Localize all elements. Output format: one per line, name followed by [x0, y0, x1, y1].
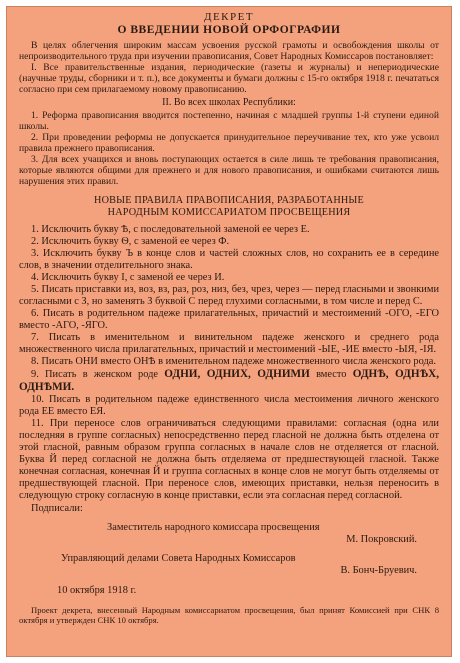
rule-1: 1. Исключить букву Ѣ, с последовательной заменой ее через Е. [31, 223, 310, 235]
preamble-paragraph: В целях облегчения широким массам усвоения русской грамоты и освобождения школы от непроизводительного труда при изучении правописания, Совет Народных Комиссаров постановляет: [19, 40, 439, 63]
rule-4: 4. Исключить букву І, с заменой ее через И. [31, 271, 225, 283]
signed-label: Подписали: [31, 502, 83, 514]
rule-9 [19, 368, 439, 394]
rule-11: 11. При переносе слов ограничиваться следующими правилами: согласная (одна или последняя в группе согласных) непосредственно перед гласной не должна быть отделена от этой гласной, равным образом группа согласных в начале слов не отделяется от гласной. Буква Й перед согласной не должна быть отделяема от предшествующей гласной. Также конечная согласная, конечная Й и группа согласных в конце слов не могут быть отделяемы от предшествующей гласной. При переносе слов, имеющих приставки, нельзя переносить в следующую строку согласную в конце приставки, если эта согласная перед согласной. [19, 417, 439, 501]
signature-1-role: Заместитель народного комиссара просвещения [107, 521, 320, 533]
document-title: ДЕКРЕТ [203, 11, 255, 23]
section-two-item-3: 3. Для всех учащихся и вновь поступающих остается в силе лишь те требования правописания, которые являются общими для прежнего и для нового правописания, и ошибками считаются лишь нарушения этих правил. [19, 153, 439, 187]
signature-2-name: В. Бонч-Бруевич. [340, 564, 417, 576]
document-subtitle: О ВВЕДЕНИИ НОВОЙ ОРФОГРАФИИ [117, 24, 341, 36]
rule-5: 5. Писать приставки из, воз, вз, раз, роз, низ, без, чрез, через — перед гласными и звонкими согласными с З, но заменять З буквой С перед глухими согласными, в том числе и перед С. [19, 283, 439, 307]
rule-6: 6. Писать в родительном падеже прилагательных, причастий и местоимений -ОГО, -ЕГО вместо -АГО, -ЯГО. [19, 307, 439, 331]
section-one-paragraph: I. Все правительственные издания, периодические (газеты и журналы) и непериодические (научные труды, сборники и т. п.), все документы и бумаги должны с 15-го октября 1918 г. печататься согласно при сем прилагаемому новому правописанию. [19, 62, 439, 96]
rule-10: 10. Писать в родительном падеже единственного числа местоимения личного женского рода ЕЕ вместо ЕЯ. [19, 393, 439, 417]
section-two-item-2: 2. При проведении реформы не допускается принудительное переучивание тех, кто уже усвоил правила прежнего правописания. [19, 131, 439, 154]
rule-7: 7. Писать в именительном и винительном падеже женского и среднего рода множественного числа прилагательных, причастий и местоимений -ЫЕ, -ИЕ вместо -ЫЯ, -ІЯ. [19, 331, 439, 355]
section-two-item-1: 1. Реформа правописания вводится постепенно, начиная с младшей группы 1-й ступени единой школы. [19, 109, 439, 132]
rule-9-new-forms: ОДНИ, ОДНИХ, ОДНИМИ [164, 367, 310, 380]
section-two-heading: II. Во всех школах Республики: [162, 97, 296, 109]
rule-3: 3. Исключить букву Ъ в конце слов и частей сложных слов, но сохранить ее в середине слов, в значении отделительного знака. [19, 247, 439, 271]
rule-9-text-a: 9. Писать в женском роде [31, 368, 158, 380]
rule-9-old-forms: ОДНѢ, ОДНѢХ, ОДНѢМИ. [19, 367, 439, 393]
signature-1-name: М. Покровский. [346, 533, 417, 545]
decree-document [6, 6, 452, 657]
footnote: Проект декрета, внесенный Народным комиссариатом просвещения, был принят Комиссией при СНК 8 октября и утвержден СНК 10 октября. [19, 604, 439, 625]
rules-heading-line-1: НОВЫЕ ПРАВИЛА ПРАВОПИСАНИЯ, РАЗРАБОТАННЫЕ [94, 194, 364, 206]
signature-2-role: Управляющий делами Совета Народных Комиссаров [61, 552, 296, 564]
decree-date: 10 октября 1918 г. [57, 584, 137, 596]
rule-2: 2. Исключить букву Ѳ, с заменой ее через Ф. [31, 235, 230, 247]
rules-heading-line-2: НАРОДНЫМ КОМИССАРИАТОМ ПРОСВЕЩЕНИЯ [107, 206, 351, 218]
rules-heading [19, 195, 439, 219]
rule-9-text-c: вместо [316, 368, 347, 380]
rule-8: 8. Писать ОНИ вместо ОНѢ в именительном падеже множественного числа женского рода. [31, 355, 437, 367]
